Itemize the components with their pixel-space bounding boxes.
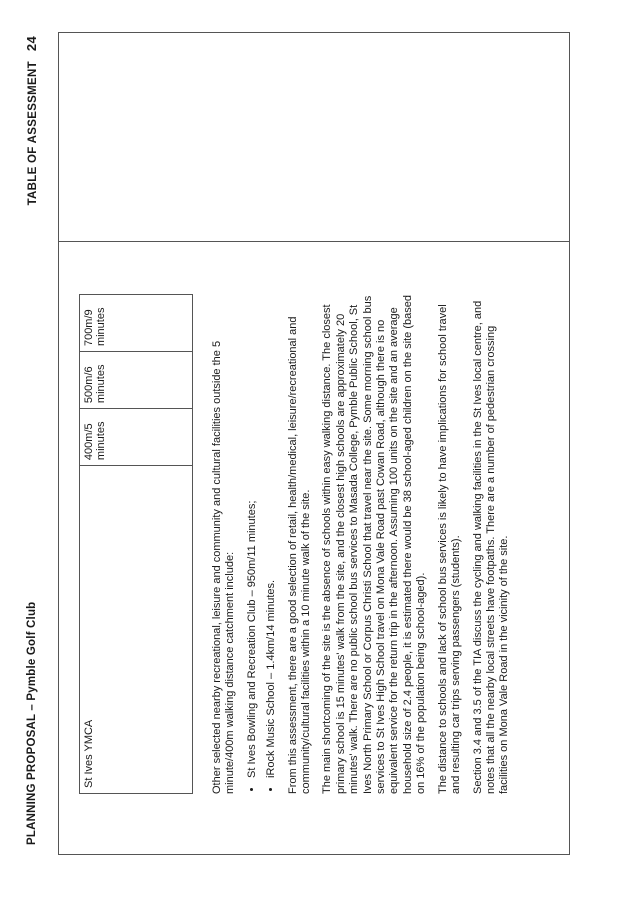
facilities-table xyxy=(79,294,193,794)
intro-paragraph: Other selected nearby recreational, leisure and community and cultural facilities outside the 5 minute/400m walking distance catchment include: xyxy=(211,340,237,794)
content-frame xyxy=(58,32,570,855)
list-item: • St Ives Bowling and Recreation Club – 950m/11 minutes; xyxy=(246,284,259,778)
distance-cell: 700m/9 minutes xyxy=(80,295,193,352)
facility-name: St Ives YMCA xyxy=(80,466,193,794)
section-label: TABLE OF ASSESSMENT xyxy=(27,61,39,206)
facilities-list xyxy=(246,284,279,794)
distance-cell: 400m/5 minutes xyxy=(80,409,193,466)
paragraph: From this assessment, there are a good selection of retail, health/medical, leisure/recreational and community/cultural facilities within a 10 minute walk of the site. xyxy=(286,316,313,794)
section-header xyxy=(24,36,39,205)
page-number: 24 xyxy=(24,36,39,52)
list-item: • iRock Music School – 1.4km/14 minutes. xyxy=(265,284,278,778)
document-title: PLANNING PROPOSAL – Pymble Golf Club xyxy=(26,601,38,845)
assessment-text xyxy=(211,284,520,794)
table-row xyxy=(80,295,193,794)
distance-cell: 500m/6 minutes xyxy=(80,352,193,409)
assessment-column xyxy=(59,242,569,854)
paragraph: The main shortcoming of the site is the absence of schools within easy walking distance. The closest primary school is 15 minutes' walk from the site, and the closest high schools are approximately 20 minutes' walk. There are no public school bus services to Masada College, Pymble Public School, St Ives North Primary School or Corpus Christi School that travel near the site. Some morning school bus services to St Ives High School travel on Mona Vale Road past Cowan Road, although there is no equivalent service for the return trip in the afternoon. Assuming 100 units on the site and an average household size of 2.4 people, it is estimated there would be 38 school-aged children on the site (based on 16% of the population being school-aged). xyxy=(321,295,428,794)
paragraph: Section 3.4 and 3.5 of the TIA discuss the cycling and walking facilities in the St Ives local centre, and notes that all the nearby local streets have footpaths. There are a number of pedestrian crossing facilities on Mona Vale Road in the vicinity of the site. xyxy=(471,300,511,794)
paragraph: The distance to schools and lack of school bus services is likely to have implications for school travel and resulting car trips serving passengers (students). xyxy=(436,304,463,794)
